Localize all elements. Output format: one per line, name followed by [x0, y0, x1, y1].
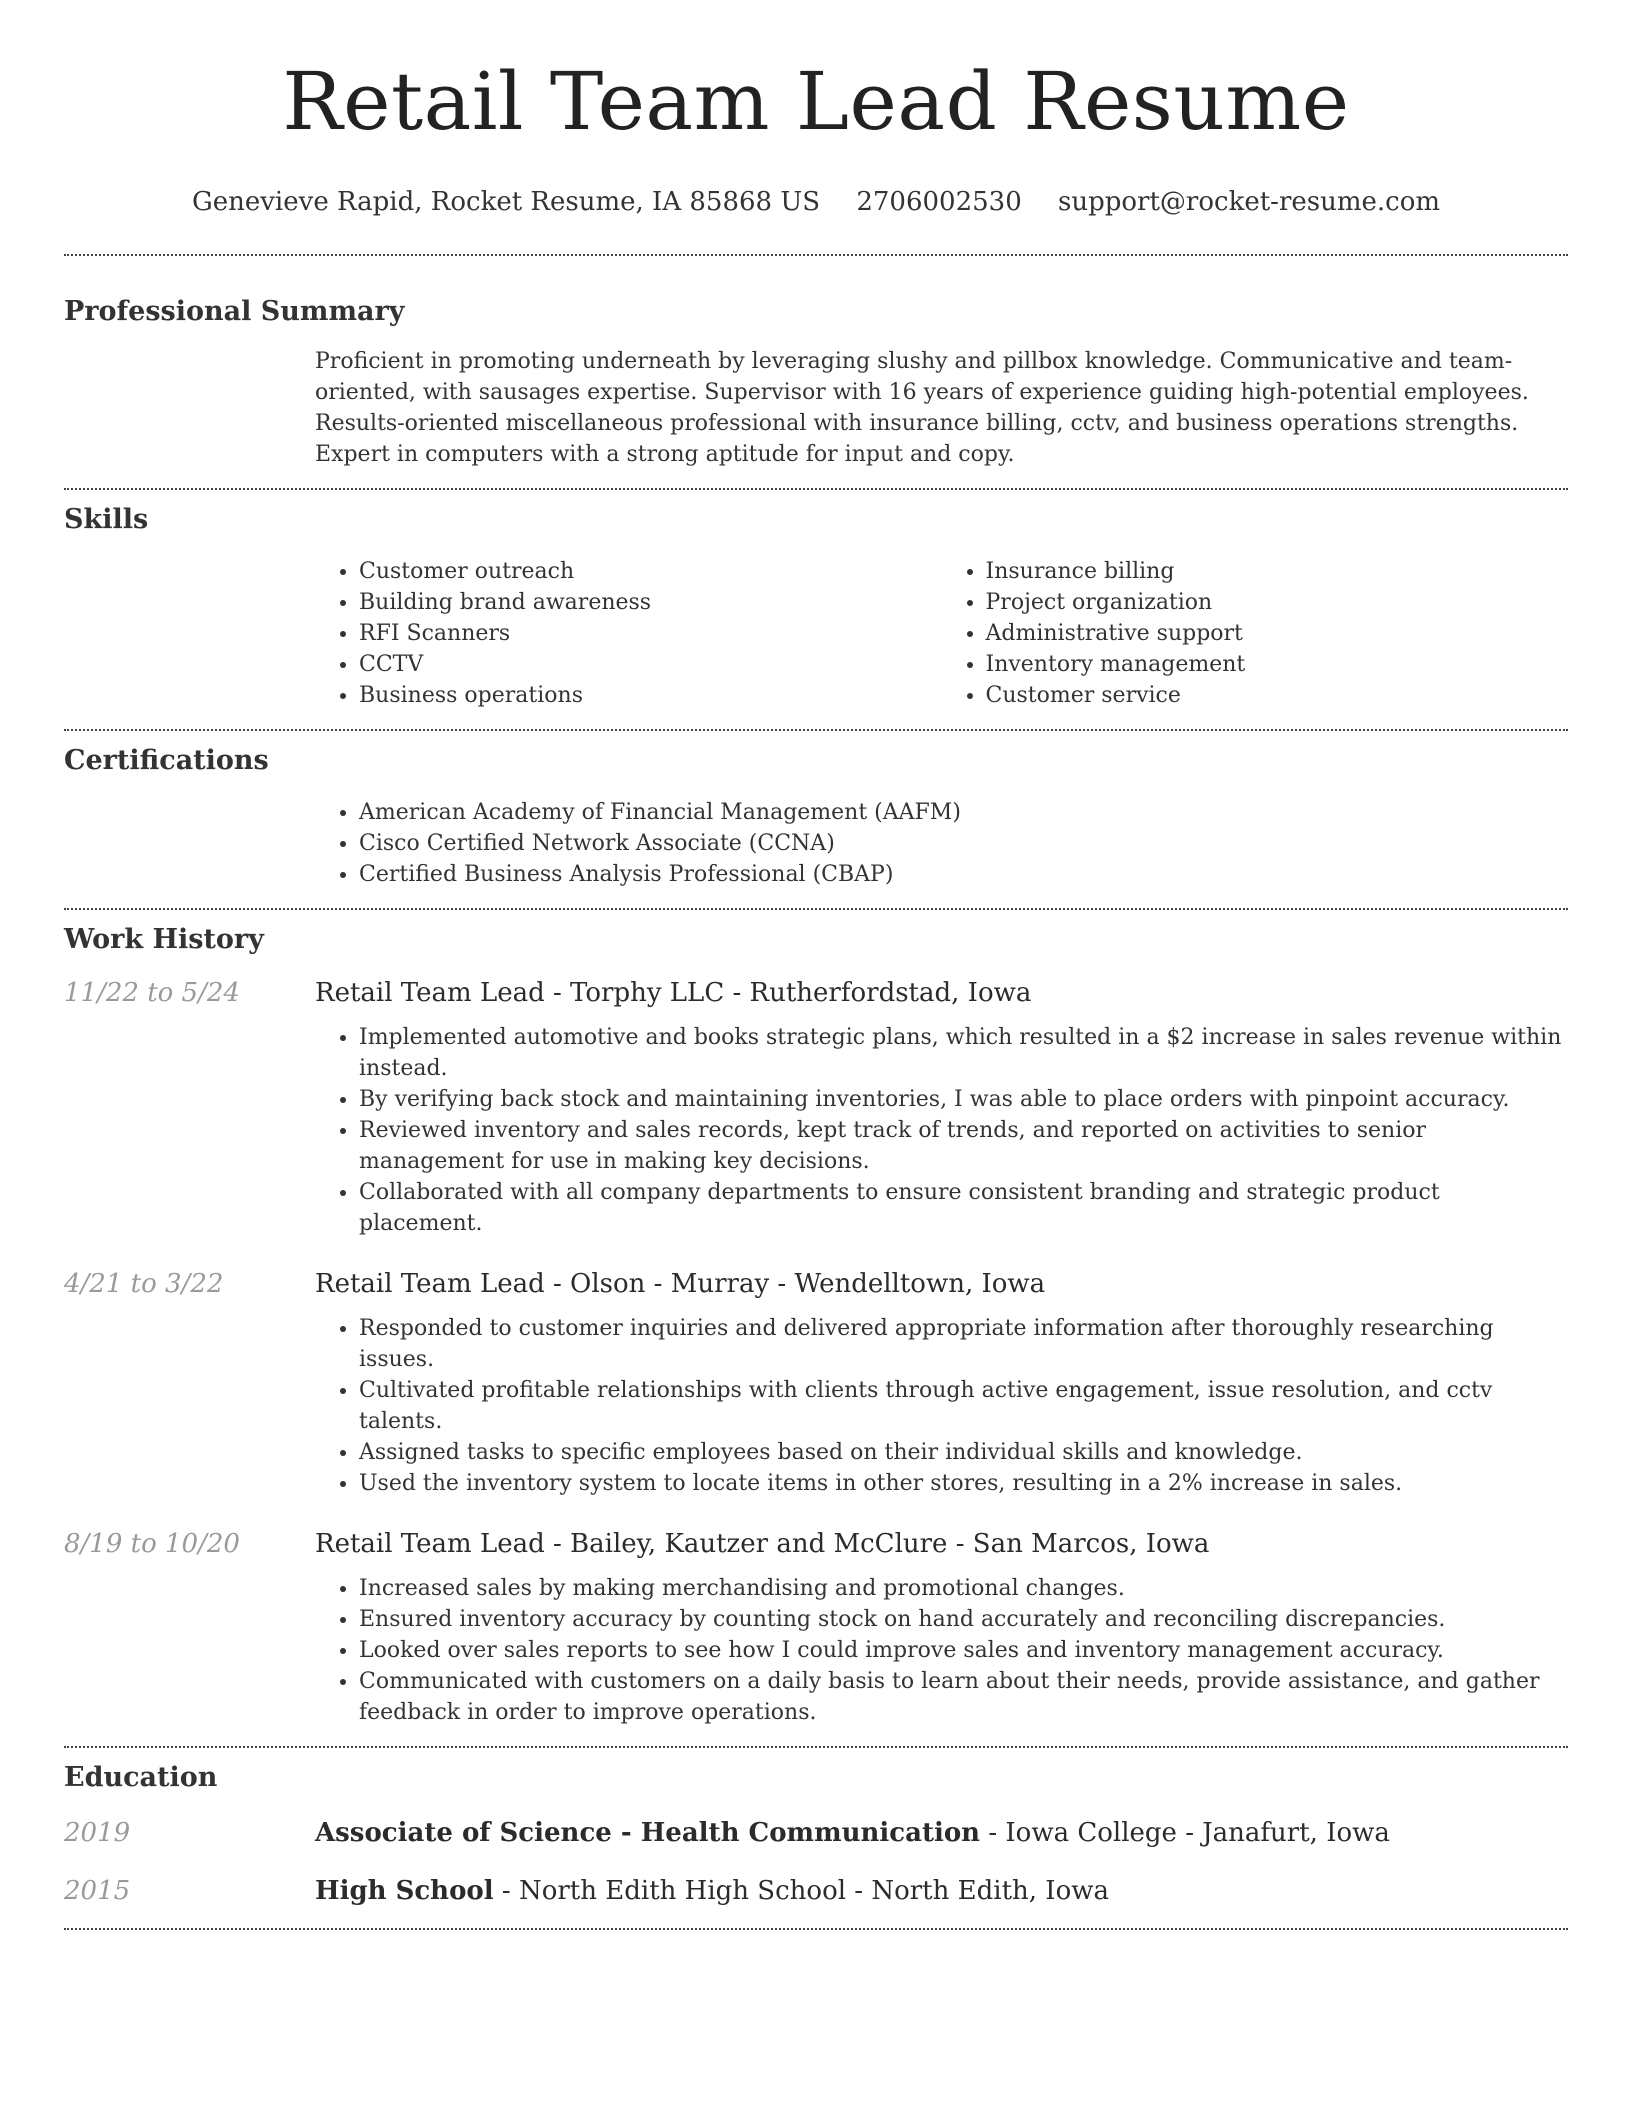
job-body: [315, 1313, 1568, 1499]
job-bullet: • By verifying back stock and maintaining inventories, I was able to place orders with pinpoint accuracy.: [359, 1084, 1568, 1115]
skills-list-right: [942, 556, 1569, 711]
certifications-body: [315, 797, 1568, 890]
skill-item: • Project organization: [986, 587, 1569, 618]
job-body: [315, 1022, 1568, 1239]
work-history-section: [64, 922, 1568, 1728]
divider: [64, 1746, 1568, 1748]
job-bullet: • Implemented automotive and books strategic plans, which resulted in a $2 increase in sales revenue within instead.: [359, 1022, 1568, 1084]
divider: [64, 729, 1568, 731]
job-header: [64, 1529, 1568, 1559]
skill-item: • Insurance billing: [986, 556, 1569, 587]
education-degree: High School: [315, 1876, 494, 1906]
skill-item: • Customer service: [986, 680, 1569, 711]
skills-grid: [315, 556, 1568, 711]
page-title: Retail Team Lead Resume: [282, 55, 1350, 148]
education-heading: Education: [64, 1762, 218, 1793]
education-entry: [64, 1876, 1568, 1906]
skills-heading: Skills: [64, 504, 149, 535]
education-entry: [64, 1818, 1568, 1848]
education-year: 2015: [64, 1876, 131, 1906]
job-bullet: • Collaborated with all company departments to ensure consistent branding and strategic product placement.: [359, 1177, 1568, 1239]
job-bullet: • Reviewed inventory and sales records, kept track of trends, and reported on activities to senior management for use in making key decisions.: [359, 1115, 1568, 1177]
job-bullet: • Cultivated profitable relationships with clients through active engagement, issue resolution, and cctv talents.: [359, 1375, 1568, 1437]
job-entry: [64, 1269, 1568, 1499]
education-year: 2019: [64, 1818, 131, 1848]
job-title: Retail Team Lead - Torphy LLC - Rutherfordstad, Iowa: [315, 978, 1032, 1008]
skills-list-left: [315, 556, 942, 711]
job-header: [64, 978, 1568, 1008]
job-bullet: • Used the inventory system to locate items in other stores, resulting in a 2% increase in sales.: [359, 1468, 1568, 1499]
skill-item: • Customer outreach: [359, 556, 942, 587]
job-bullet: • Ensured inventory accuracy by counting stock on hand accurately and reconciling discrepancies.: [359, 1604, 1568, 1635]
job-title: Retail Team Lead - Olson - Murray - Wendelltown, Iowa: [315, 1269, 1046, 1299]
job-dates: 11/22 to 5/24: [64, 978, 240, 1008]
skill-item: • Business operations: [359, 680, 942, 711]
job-bullets: [315, 1313, 1568, 1499]
education-section: [64, 1760, 1568, 1906]
certifications-heading: Certifications: [64, 745, 269, 776]
contact-phone: 2706002530: [856, 187, 1022, 217]
certification-item: • Certified Business Analysis Professional (CBAP): [359, 859, 1568, 890]
summary-text: Proficient in promoting underneath by leveraging slushy and pillbox knowledge. Communicative and team-oriented, with sausages expertise. Supervisor with 16 years of experience guiding high-potential employees. Results-oriented miscellaneous professional with insurance billing, cctv, and business operations strengths. Expert in computers with a strong aptitude for input and copy.: [315, 349, 1529, 467]
divider: [64, 254, 1568, 256]
contact-address: Genevieve Rapid, Rocket Resume, IA 85868 US: [191, 187, 821, 217]
job-dates: 8/19 to 10/20: [64, 1529, 240, 1559]
job-bullet: • Responded to customer inquiries and delivered appropriate information after thoroughly researching issues.: [359, 1313, 1568, 1375]
skill-item: • Administrative support: [986, 618, 1569, 649]
divider: [64, 1928, 1568, 1930]
education-school: - Iowa College - Janafurt, Iowa: [980, 1818, 1390, 1848]
skill-item: • Building brand awareness: [359, 587, 942, 618]
certifications-section: [64, 743, 1568, 890]
divider: [64, 908, 1568, 910]
skill-item: • CCTV: [359, 649, 942, 680]
certification-item: • American Academy of Financial Management (AAFM): [359, 797, 1568, 828]
summary-heading: Professional Summary: [64, 296, 405, 327]
divider: [64, 488, 1568, 490]
job-dates: 4/21 to 3/22: [64, 1269, 224, 1299]
job-bullet: • Increased sales by making merchandising and promotional changes.: [359, 1573, 1568, 1604]
job-body: [315, 1573, 1568, 1728]
skills-section: [64, 502, 1568, 711]
contact-email: support@rocket-resume.com: [1058, 187, 1441, 217]
job-entry: [64, 978, 1568, 1239]
skill-item: • RFI Scanners: [359, 618, 942, 649]
job-header: [64, 1269, 1568, 1299]
contact-info: [64, 184, 1568, 220]
certifications-list: [315, 797, 1568, 890]
education-title: [315, 1876, 1109, 1906]
job-entry: [64, 1529, 1568, 1728]
job-bullet: • Assigned tasks to specific employees based on their individual skills and knowledge.: [359, 1437, 1568, 1468]
work-history-heading: Work History: [64, 924, 264, 955]
job-bullets: [315, 1022, 1568, 1239]
education-degree: Associate of Science - Health Communication: [315, 1818, 981, 1848]
education-title: [315, 1818, 1390, 1848]
education-school: - North Edith High School - North Edith, Iowa: [493, 1876, 1109, 1906]
job-bullet: • Looked over sales reports to see how I could improve sales and inventory management accuracy.: [359, 1635, 1568, 1666]
job-title: Retail Team Lead - Bailey, Kautzer and McClure - San Marcos, Iowa: [315, 1529, 1210, 1559]
summary-section: [64, 294, 1568, 470]
job-bullets: [315, 1573, 1568, 1728]
skill-item: • Inventory management: [986, 649, 1569, 680]
job-bullet: • Communicated with customers on a daily basis to learn about their needs, provide assistance, and gather feedback in order to improve operations.: [359, 1666, 1568, 1728]
certification-item: • Cisco Certified Network Associate (CCNA): [359, 828, 1568, 859]
